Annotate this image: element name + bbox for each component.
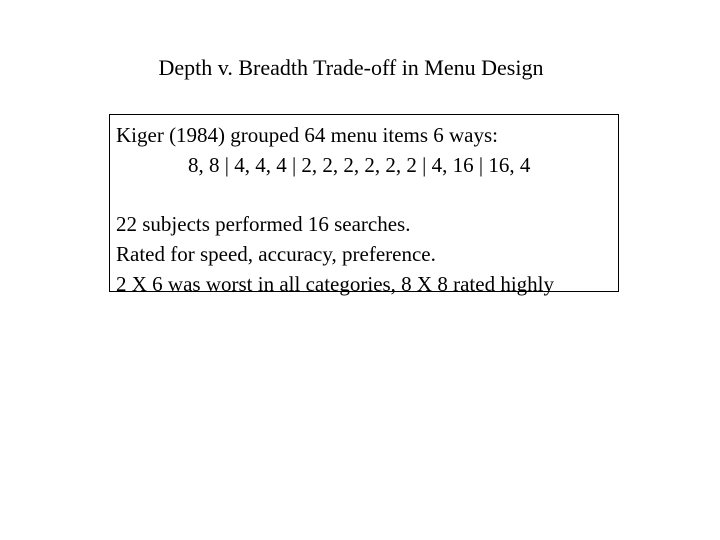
ratings-line: Rated for speed, accuracy, preference.	[116, 242, 436, 266]
results-line: 2 X 6 was worst in all categories, 8 X 8 rated highly	[116, 272, 554, 296]
spacer	[116, 180, 618, 209]
content-box	[109, 114, 619, 296]
slide-title: Depth v. Breadth Trade-off in Menu Design	[158, 55, 544, 80]
intro-line: Kiger (1984) grouped 64 menu items 6 ways:	[116, 123, 499, 147]
subjects-line: 22 subjects performed 16 searches.	[116, 212, 411, 236]
groupings-line: 8, 8 | 4, 4, 4 | 2, 2, 2, 2, 2, 2 | 4, 16 | 16, 4	[188, 153, 531, 177]
